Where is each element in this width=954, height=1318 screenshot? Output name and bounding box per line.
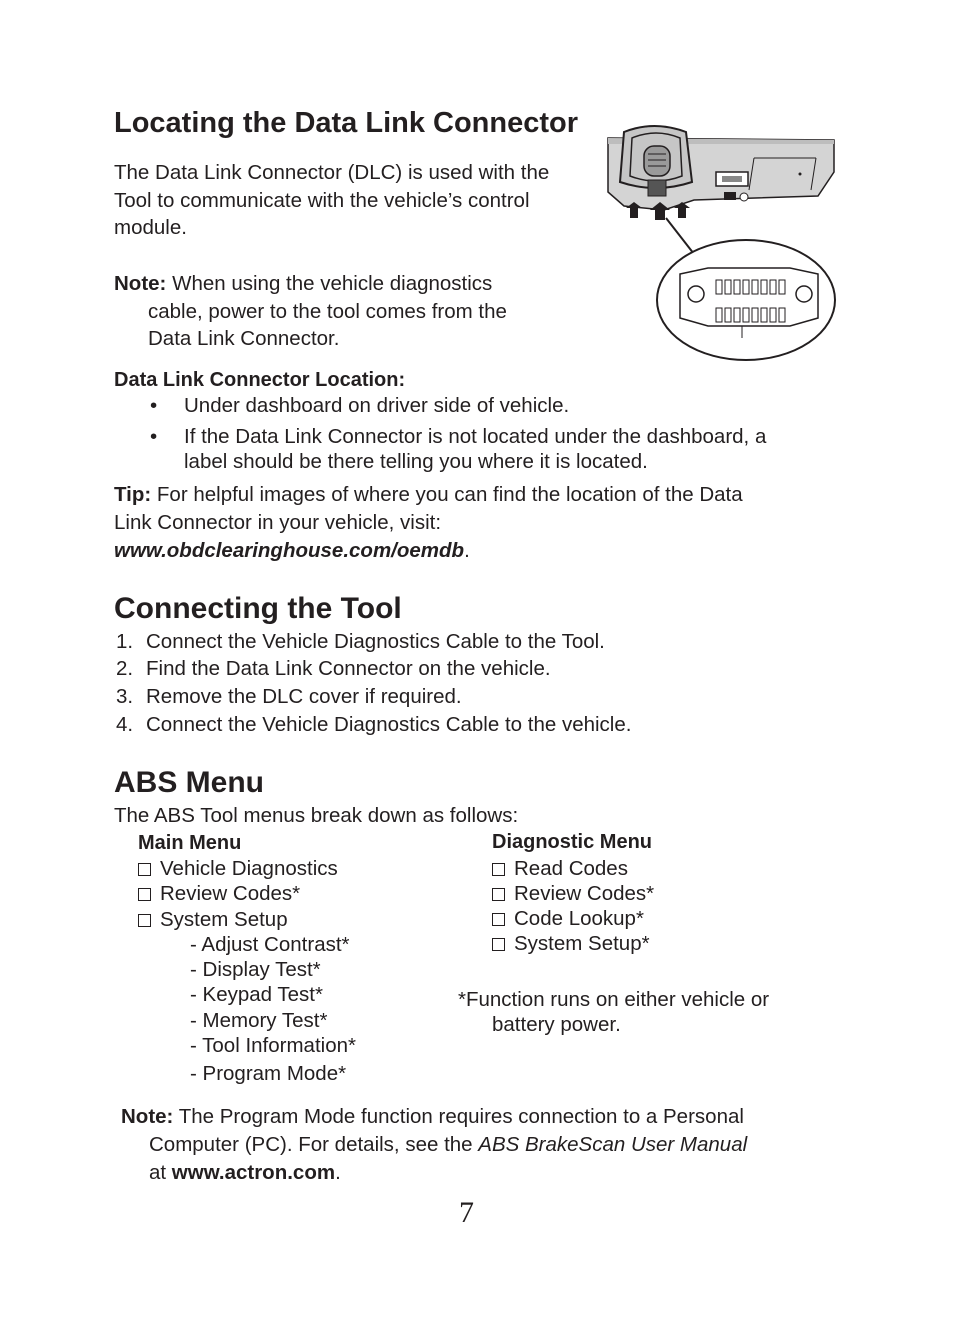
program-note-text-3: at [149, 1161, 172, 1184]
main-menu-item-1-label: Vehicle Diagnostics [160, 857, 338, 880]
diagnostic-menu-heading: Diagnostic Menu [492, 831, 653, 853]
main-menu-item-1 [138, 857, 338, 881]
note-label: Note: [114, 272, 167, 295]
bullet-1-text: Under dashboard on driver side of vehicle. [184, 394, 570, 417]
diag-menu-item-1-label: Read Codes [514, 857, 628, 880]
step-4-text: Connect the Vehicle Diagnostics Cable to the vehicle. [146, 713, 632, 736]
intro-line-2: Tool to communicate with the vehicle’s control [114, 189, 530, 212]
bullet-2-text-1: If the Data Link Connector is not located under the dashboard, a [184, 425, 767, 448]
section-title-abs-menu: ABS Menu [114, 766, 264, 799]
program-note-text-2: Computer (PC). For details, see the [149, 1133, 479, 1156]
diag-menu-item-4-label: System Setup* [514, 932, 650, 955]
tip-url-link[interactable]: www.obdclearinghouse.com/oemdb [114, 539, 465, 562]
footnote-line-2: battery power. [492, 1013, 621, 1036]
diag-menu-item-3-label: Code Lookup* [514, 907, 644, 930]
step-3-number: 3. [116, 685, 134, 708]
step-1-number: 1. [116, 630, 134, 653]
note-line-3: Data Link Connector. [148, 327, 340, 350]
note-text-1: When using the vehicle diagnostics [172, 272, 493, 295]
footnote-line-1: *Function runs on either vehicle or [458, 988, 770, 1011]
main-menu-heading: Main Menu [138, 832, 242, 854]
main-menu-item-2-label: Review Codes* [160, 882, 301, 905]
diag-menu-item-2 [492, 882, 654, 906]
dlc-location-illustration [604, 122, 840, 368]
page-number: 7 [459, 1196, 474, 1229]
note-line-2: cable, power to the tool comes from the [148, 300, 507, 323]
step-3-text: Remove the DLC cover if required. [146, 685, 462, 708]
bullet-2-mark: • [150, 425, 158, 448]
setup-subitem-5: - Tool Information* [190, 1034, 356, 1057]
program-note-text-1: The Program Mode function requires connection to a Personal [178, 1105, 744, 1128]
checkbox-icon [138, 863, 151, 876]
section-title-locating-dlc: Locating the Data Link Connector [114, 107, 579, 139]
step-2-number: 2. [116, 657, 134, 680]
program-note-suffix: . [335, 1161, 341, 1184]
actron-website-link[interactable]: www.actron.com [171, 1161, 336, 1184]
main-menu-item-2 [138, 882, 300, 906]
intro-line-1: The Data Link Connector (DLC) is used with the [114, 161, 550, 184]
bullet-2-text-2: label should be there telling you where it is located. [184, 450, 648, 473]
checkbox-icon [492, 888, 505, 901]
main-menu-item-3 [138, 908, 288, 932]
step-4-number: 4. [116, 713, 134, 736]
dlc-location-heading: Data Link Connector Location: [114, 369, 406, 391]
tip-url-suffix: . [464, 539, 470, 562]
tip-text-1: For helpful images of where you can find the location of the Data [156, 483, 743, 506]
tip-line-2: Link Connector in your vehicle, visit: [114, 511, 442, 534]
diag-menu-item-1 [492, 857, 628, 881]
setup-subitem-4: - Memory Test* [190, 1009, 328, 1032]
setup-subitem-1: - Adjust Contrast* [190, 933, 350, 956]
bullet-1-mark: • [150, 394, 158, 417]
abs-menu-intro: The ABS Tool menus break down as follows: [114, 804, 519, 827]
setup-subitem-2: - Display Test* [190, 958, 321, 981]
program-note-line-1 [121, 1105, 744, 1129]
diag-menu-item-4 [492, 932, 650, 956]
main-menu-item-3-label: System Setup [160, 908, 288, 931]
checkbox-icon [492, 863, 505, 876]
user-manual-title: ABS BrakeScan User Manual [478, 1133, 748, 1156]
tip-line-1 [114, 483, 743, 507]
note-line-1 [114, 272, 492, 296]
diag-menu-item-2-label: Review Codes* [514, 882, 655, 905]
program-note-label: Note: [121, 1105, 174, 1128]
diag-menu-item-3 [492, 907, 644, 931]
program-note-line-3 [149, 1161, 341, 1185]
program-note-line-2 [149, 1133, 747, 1157]
intro-line-3: module. [114, 216, 187, 239]
checkbox-icon [138, 914, 151, 927]
setup-subitem-3: - Keypad Test* [190, 983, 323, 1006]
checkbox-icon [492, 938, 505, 951]
checkbox-icon [492, 913, 505, 926]
checkbox-icon [138, 888, 151, 901]
tip-label: Tip: [114, 483, 152, 506]
step-1-text: Connect the Vehicle Diagnostics Cable to the Tool. [146, 630, 605, 653]
step-2-text: Find the Data Link Connector on the vehicle. [146, 657, 551, 680]
section-title-connecting-tool: Connecting the Tool [114, 592, 402, 625]
tip-line-3 [114, 539, 470, 563]
setup-subitem-6: - Program Mode* [190, 1062, 347, 1085]
